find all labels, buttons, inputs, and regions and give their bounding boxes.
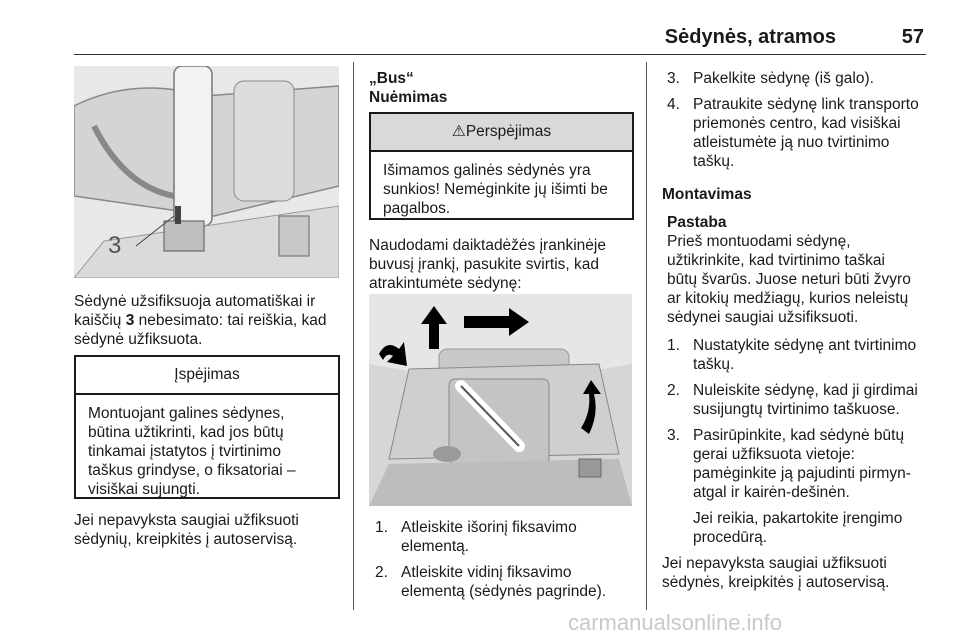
text-line: atrakintumėte sėdynę: <box>369 275 522 292</box>
step-number: 2. <box>375 564 388 581</box>
caution-line: Montuojant galines sėdynes, <box>88 405 285 422</box>
caution-line: visiškai sujungti. <box>88 481 200 498</box>
step-number: 3. <box>667 427 680 444</box>
list-item <box>667 69 937 88</box>
warning-line: pagalbos. <box>383 200 451 217</box>
text-span: Sėdynė užsifiksuoja automatiškai ir kaiščių <box>74 293 316 329</box>
column-2-headings <box>369 69 634 107</box>
lock-paragraph <box>74 292 342 349</box>
text-line: Pasirūpinkite, kad sėdynė būtų <box>693 427 905 444</box>
seat-release-drawing <box>369 294 632 506</box>
tool-paragraph <box>369 236 639 293</box>
text-span: nebesimato: tai reiškia, kad sėdynė užfiksuota. <box>74 312 327 348</box>
warning-box <box>369 112 634 220</box>
column-3 <box>662 69 937 592</box>
step-list-lift <box>667 69 937 171</box>
text-line: atgal ir kairėn-dešinėn. <box>693 484 850 501</box>
final-paragraph <box>662 554 937 592</box>
section-title: Sėdynės, atramos <box>664 26 836 48</box>
caution-line: taškus grindyse, o fiksatoriai – <box>88 462 296 479</box>
warning-body <box>371 152 632 227</box>
warning-triangle-icon: ⚠ <box>451 123 466 140</box>
text-line: susijungtų tvirtinimo taškuose. <box>693 401 900 418</box>
text-line: Naudodami daiktadėžės įrankinėje <box>369 237 606 254</box>
column-1 <box>74 292 342 359</box>
text-line: Patraukite sėdynę link transporto <box>693 96 919 113</box>
text-line: Atleiskite vidinį fiksavimo <box>401 564 572 581</box>
step-number: 1. <box>667 337 680 354</box>
text-line: elementą. <box>401 538 470 555</box>
text-line: Nustatykite sėdynę ant tvirtinimo <box>693 337 917 354</box>
page-header <box>74 22 926 50</box>
removal-steps <box>375 518 645 608</box>
heading-removal: Nuėmimas <box>369 89 448 106</box>
warning-title: Perspėjimas <box>465 123 552 140</box>
list-item <box>667 95 937 171</box>
text-line: taškų. <box>693 356 735 373</box>
text-line: elementą (sėdynės pagrinde). <box>401 583 607 600</box>
heading-bus: „Bus“ <box>369 70 414 87</box>
note-title: Pastaba <box>667 214 727 231</box>
text-line: atleistumėte ją nuo tvirtinimo <box>693 134 890 151</box>
text-line: buvusį įrankį, pasukite svirtis, kad <box>369 256 600 273</box>
text-line: procedūrą. <box>693 529 768 546</box>
page-number: 57 <box>901 26 924 48</box>
heading-installation: Montavimas <box>662 186 752 203</box>
step-list-install <box>667 336 937 547</box>
callout-3: 3 <box>108 232 122 259</box>
warning-line: sunkios! Nemėginkite jų išimti be <box>383 181 608 198</box>
text-line: Nuleiskite sėdynę, kad ji girdimai <box>693 382 918 399</box>
list-item <box>667 426 937 547</box>
sub-paragraph <box>693 509 937 547</box>
step-number: 3. <box>667 70 680 87</box>
caution-line: būtina užtikrinti, kad jos būtų <box>88 424 284 441</box>
step-number: 1. <box>375 519 388 536</box>
text-line: Jei nepavyksta saugiai užfiksuoti <box>74 512 299 529</box>
note-body <box>667 232 937 327</box>
warning-line: Išimamos galinės sėdynės yra <box>383 162 591 179</box>
text-line: būtų švarūs. Juose neturi būti žvyro <box>667 271 911 288</box>
list-item <box>667 381 937 419</box>
step-list-removal <box>375 518 645 601</box>
step-number: 2. <box>667 382 680 399</box>
text-line: pamėginkite ją pajudinti pirmyn- <box>693 465 911 482</box>
list-item <box>375 518 645 556</box>
text-line: ar kitokių medžiagų, kurios neleistų <box>667 290 909 307</box>
seat-release-illustration <box>369 294 632 506</box>
warning-header <box>371 114 632 152</box>
text-line: Atleiskite išorinį fiksavimo <box>401 519 577 536</box>
text-line: taškų. <box>693 153 735 170</box>
list-item <box>375 563 645 601</box>
caution-line: tinkamai įstatytos į tvirtinimo <box>88 443 281 460</box>
column-1-bottom <box>74 511 342 549</box>
text-line: Prieš montuodami sėdynę, <box>667 233 851 250</box>
text-line: sėdynių, kreipkitės į autoservisą. <box>74 531 298 548</box>
text-line: sėdynės, kreipkitės į autoservisą. <box>662 574 890 591</box>
text-line: užtikrinkite, kad tvirtinimo taškai <box>667 252 885 269</box>
step-number: 4. <box>667 96 680 113</box>
caution-title: Įspėjimas <box>76 357 338 395</box>
text-line: sėdynei saugiai užsifiksuoti. <box>667 309 859 326</box>
text-line: gerai užfiksuota vietoje: <box>693 446 855 463</box>
text-line: Jei reikia, pakartokite įrengimo <box>693 510 903 527</box>
column-divider-2 <box>646 62 647 610</box>
list-item <box>667 336 937 374</box>
caution-box <box>74 355 340 499</box>
caution-body <box>76 395 338 508</box>
watermark: carmanualsonline.info <box>568 610 783 635</box>
column-divider-1 <box>353 62 354 610</box>
text-line: Pakelkite sėdynę (iš galo). <box>693 70 874 87</box>
callout-ref: 3 <box>125 312 135 329</box>
text-line: Jei nepavyksta saugiai užfiksuoti <box>662 555 887 572</box>
header-rule <box>74 54 926 55</box>
seat-anchor-illustration <box>74 66 339 278</box>
text-line: priemonės centro, kad visiškai <box>693 115 901 132</box>
